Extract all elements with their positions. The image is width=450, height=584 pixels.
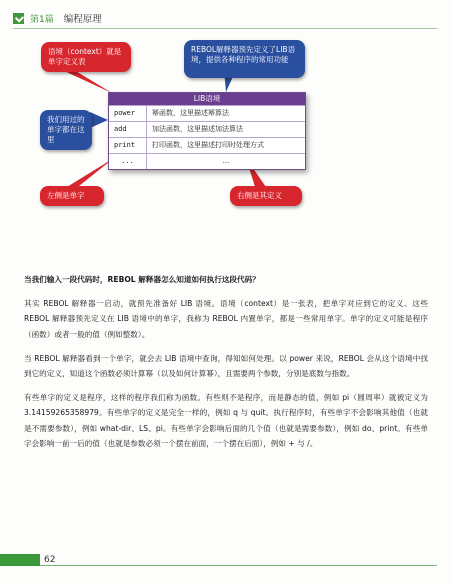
lib-context-diagram [0, 30, 450, 225]
question-paragraph: 当我们输入一段代码时，REBOL 解释器怎么知道如何执行这段代码？ [24, 275, 260, 284]
pointer-top-left [62, 70, 112, 93]
word-cell: add [109, 122, 147, 137]
definition-cell: 幂函数，这里描述幂算法 [152, 109, 229, 117]
word-cell: print [109, 138, 147, 153]
page-number: 62 [44, 555, 56, 565]
callout-context-definition: 语境（context）就是单字定义表 [41, 42, 131, 72]
chapter-icon [13, 13, 24, 24]
callout-lib-context: REBOL解释器预先定义了LIB语境，提供各种程序的常用功能 [184, 40, 305, 78]
lib-context-table [108, 92, 306, 170]
body-text [24, 272, 428, 460]
table-row [109, 137, 305, 153]
chapter-title: 编程原理 [63, 14, 102, 25]
word-cell: power [109, 106, 147, 121]
footer-accent-bar [0, 554, 40, 566]
chapter-label: 第1篇 [30, 14, 54, 25]
header-divider [13, 28, 437, 29]
pointer-left [90, 112, 108, 128]
word-cell: ... [109, 154, 147, 169]
callout-left-side: 左侧是单字 [40, 186, 104, 206]
footer-divider [40, 565, 437, 566]
table-row [109, 121, 305, 137]
callout-used-words: 我们用过的单字都在这里 [40, 110, 92, 150]
definition-cell: 打印函数，这里描述打印时处理方式 [152, 141, 264, 149]
paragraph-lib-context: 其实 REBOL 解释器一启动，就预先准备好 LIB 语境。语境（context）是一张表，把单字对应到它的定义。这些 REBOL 解释器预先定义在 LIB 语境中的单字，我称为 REBOL 内置单字，都是一些常用单字。单字的定义可能是程序（函数）或者一般的值（例如整数）。 [24, 299, 428, 339]
callout-right-side: 右侧是其定义 [230, 186, 302, 206]
definition-cell: 加法函数，这里描述加法算法 [152, 125, 243, 133]
paragraph-lookup: 当 REBOL 解释器看到一个单字，就会去 LIB 语境中查询，得知如何处理。以 power 来说，REBOL 会从这个语境中找到它的定义，知道这个函数必须计算幂（以及如何计算幂），且需要两个参数，分别是底数与指数。 [24, 353, 428, 379]
paragraph-word-definitions: 有些单字的定义是程序，这样的程序我们称为函数。有些则不是程序，而是静态的值，例如 pi（圆周率）就被定义为 3.14159265358979。有些单字的定义是完全一样的，例如 q 与 quit。执行程序时，有些单字不会影响其他值（也就是不需要参数），例如 what-dir、LS、pi。有些单字会影响后面的几个值（也就是需要参数），例如 do、print。有些单字会影响一前一后的值（也就是参数必须一个摆在前面，一个摆在后面），例如 + 与 /。 [24, 393, 428, 448]
page-header [13, 10, 102, 26]
table-row [109, 153, 305, 169]
table-title: LIB语境 [109, 93, 305, 105]
table-row [109, 105, 305, 121]
definition-cell: ... [222, 157, 230, 165]
